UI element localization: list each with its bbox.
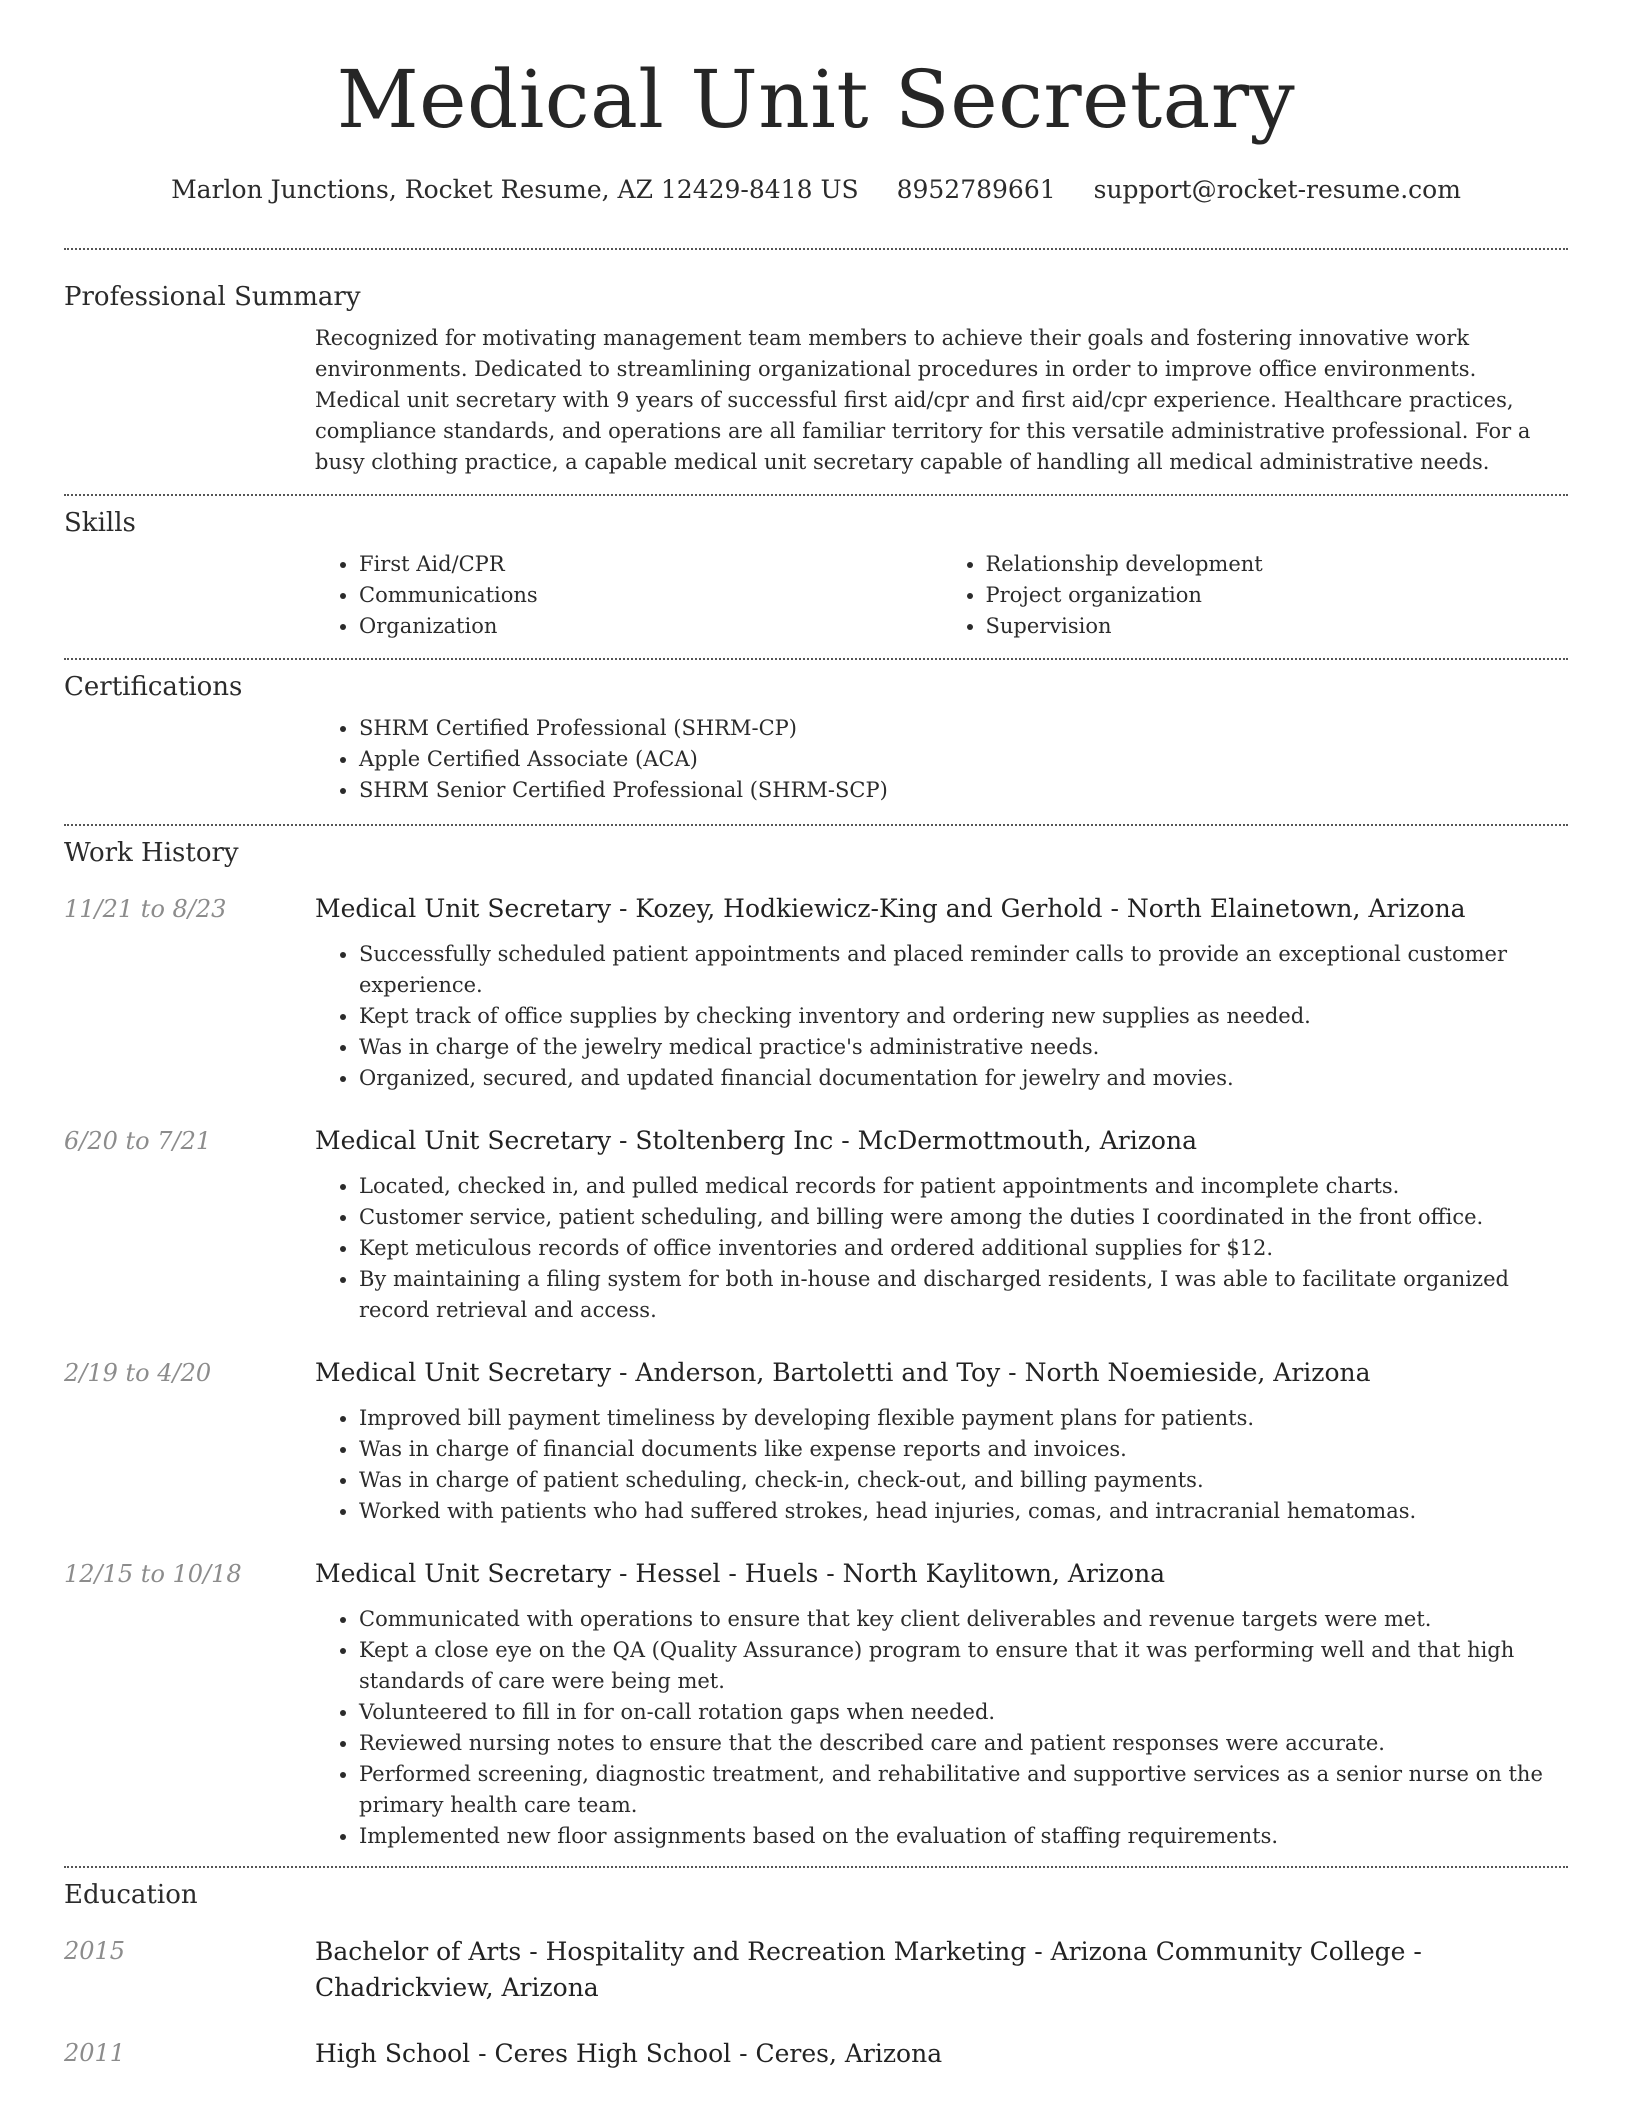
job-bullet: • Was in charge of the jewelry medical practice's administrative needs. [359,1032,1568,1063]
skill-item: • Project organization [986,580,1569,611]
job-date: 12/15 to 10/18 [64,1560,242,1588]
job-body [315,1557,1568,1852]
certification-item: • SHRM Senior Certified Professional (SHRM-SCP) [359,775,1568,806]
certifications-bullets [315,713,1568,806]
job-date: 11/21 to 8/23 [64,895,227,923]
job-bullet: • Customer service, patient scheduling, and billing were among the duties I coordinated in the front office. [359,1202,1568,1233]
certification-item: • SHRM Certified Professional (SHRM-CP) [359,713,1568,744]
job-bullet: • Communicated with operations to ensure that key client deliverables and revenue targets were met. [359,1604,1568,1635]
certification-item: • Apple Certified Associate (ACA) [359,744,1568,775]
job-title: Medical Unit Secretary - Anderson, Bartoletti and Toy - North Noemieside, Arizona [315,1358,1371,1387]
skill-item: • Organization [359,611,942,642]
skills-section [64,496,1568,658]
education-body [315,1934,1568,2006]
education-date: 2011 [64,2039,126,2067]
job-body [315,1124,1568,1326]
summary-title: Professional Summary [64,282,361,312]
job-bullet: • Improved bill payment timeliness by developing flexible payment plans for patients. [359,1403,1568,1434]
certifications-list [315,713,1568,806]
job-bullet: • Worked with patients who had suffered strokes, head injuries, comas, and intracranial hematomas. [359,1496,1568,1527]
contact-email: support@rocket-resume.com [1093,175,1461,204]
contact-line [64,174,1568,206]
job-bullet: • Reviewed nursing notes to ensure that the described care and patient responses were accurate. [359,1728,1568,1759]
skills-title: Skills [64,508,136,538]
education-title-text: Bachelor of Arts - Hospitality and Recreation Marketing - Arizona Community College - Chadrickview, Arizona [315,1937,1422,2002]
job-bullet: • Successfully scheduled patient appointments and placed reminder calls to provide an exceptional customer experience. [359,939,1568,1001]
education-date: 2015 [64,1937,126,1965]
job-bullet: • By maintaining a filing system for both in-house and discharged residents, I was able to facilitate organized record retrieval and access. [359,1264,1568,1326]
job-bullets [315,1604,1568,1852]
summary-content [315,323,1568,478]
job-bullet: • Kept a close eye on the QA (Quality Assurance) program to ensure that it was performing well and that high standards of care were being met. [359,1635,1568,1697]
job-bullet: • Organized, secured, and updated financial documentation for jewelry and movies. [359,1063,1568,1094]
skill-item: • Communications [359,580,942,611]
job-date: 6/20 to 7/21 [64,1127,212,1155]
job-title: Medical Unit Secretary - Hessel - Huels - North Kaylitown, Arizona [315,1559,1166,1588]
skill-item: • Relationship development [986,549,1569,580]
education-entry [64,1934,1568,2006]
job-entry [64,1557,1568,1852]
job-bullets [315,1403,1568,1527]
skills-column-2 [942,549,1569,642]
certifications-title: Certifications [64,672,243,702]
job-title: Medical Unit Secretary - Stoltenberg Inc - McDermottmouth, Arizona [315,1126,1197,1155]
contact-phone: 8952789661 [896,175,1056,204]
education-title: Education [64,1880,198,1910]
job-bullets [315,939,1568,1094]
certifications-section [64,660,1568,824]
job-bullet: • Was in charge of financial documents like expense reports and invoices. [359,1434,1568,1465]
job-bullets [315,1171,1568,1326]
job-body [315,1356,1568,1527]
summary-section [64,250,1568,494]
skills-list [315,549,1568,642]
job-entry [64,1124,1568,1326]
education-title-text: High School - Ceres High School - Ceres, Arizona [315,2039,943,2068]
job-bullet: • Located, checked in, and pulled medical records for patient appointments and incomplete charts. [359,1171,1568,1202]
work-title: Work History [64,838,239,868]
job-entry [64,1356,1568,1527]
job-bullet: • Kept track of office supplies by checking inventory and ordering new supplies as needed. [359,1001,1568,1032]
skill-item: • First Aid/CPR [359,549,942,580]
skills-column-1 [315,549,942,642]
job-bullet: • Implemented new floor assignments based on the evaluation of staffing requirements. [359,1821,1568,1852]
job-bullet: • Kept meticulous records of office inventories and ordered additional supplies for $12. [359,1233,1568,1264]
job-date: 2/19 to 4/20 [64,1359,212,1387]
education-entry [64,2036,1568,2072]
education-body [315,2036,1568,2072]
job-bullet: • Was in charge of patient scheduling, check-in, check-out, and billing payments. [359,1465,1568,1496]
job-bullet: • Volunteered to fill in for on-call rotation gaps when needed. [359,1697,1568,1728]
resume-name: Medical Unit Secretary [336,53,1296,146]
job-title: Medical Unit Secretary - Kozey, Hodkiewicz-King and Gerhold - North Elainetown, Arizona [315,894,1466,923]
education-section [64,1868,1568,2072]
contact-address: Marlon Junctions, Rocket Resume, AZ 12429-8418 US [171,175,859,204]
job-body [315,892,1568,1094]
summary-text: Recognized for motivating management team members to achieve their goals and fostering innovative work environments. Dedicated to streamlining organizational procedures in order to improve office environments. Medical unit secretary with 9 years of successful first aid/cpr and first aid/cpr experience. Healthcare practices, compliance standards, and operations are all familiar territory for this versatile administrative professional. For a busy clothing practice, a capable medical unit secretary capable of handling all medical administrative needs. [315,326,1531,474]
skill-item: • Supervision [986,611,1569,642]
job-bullet: • Performed screening, diagnostic treatment, and rehabilitative and supportive services as a senior nurse on the primary health care team. [359,1759,1568,1821]
work-section [64,826,1568,1866]
job-entry [64,892,1568,1094]
